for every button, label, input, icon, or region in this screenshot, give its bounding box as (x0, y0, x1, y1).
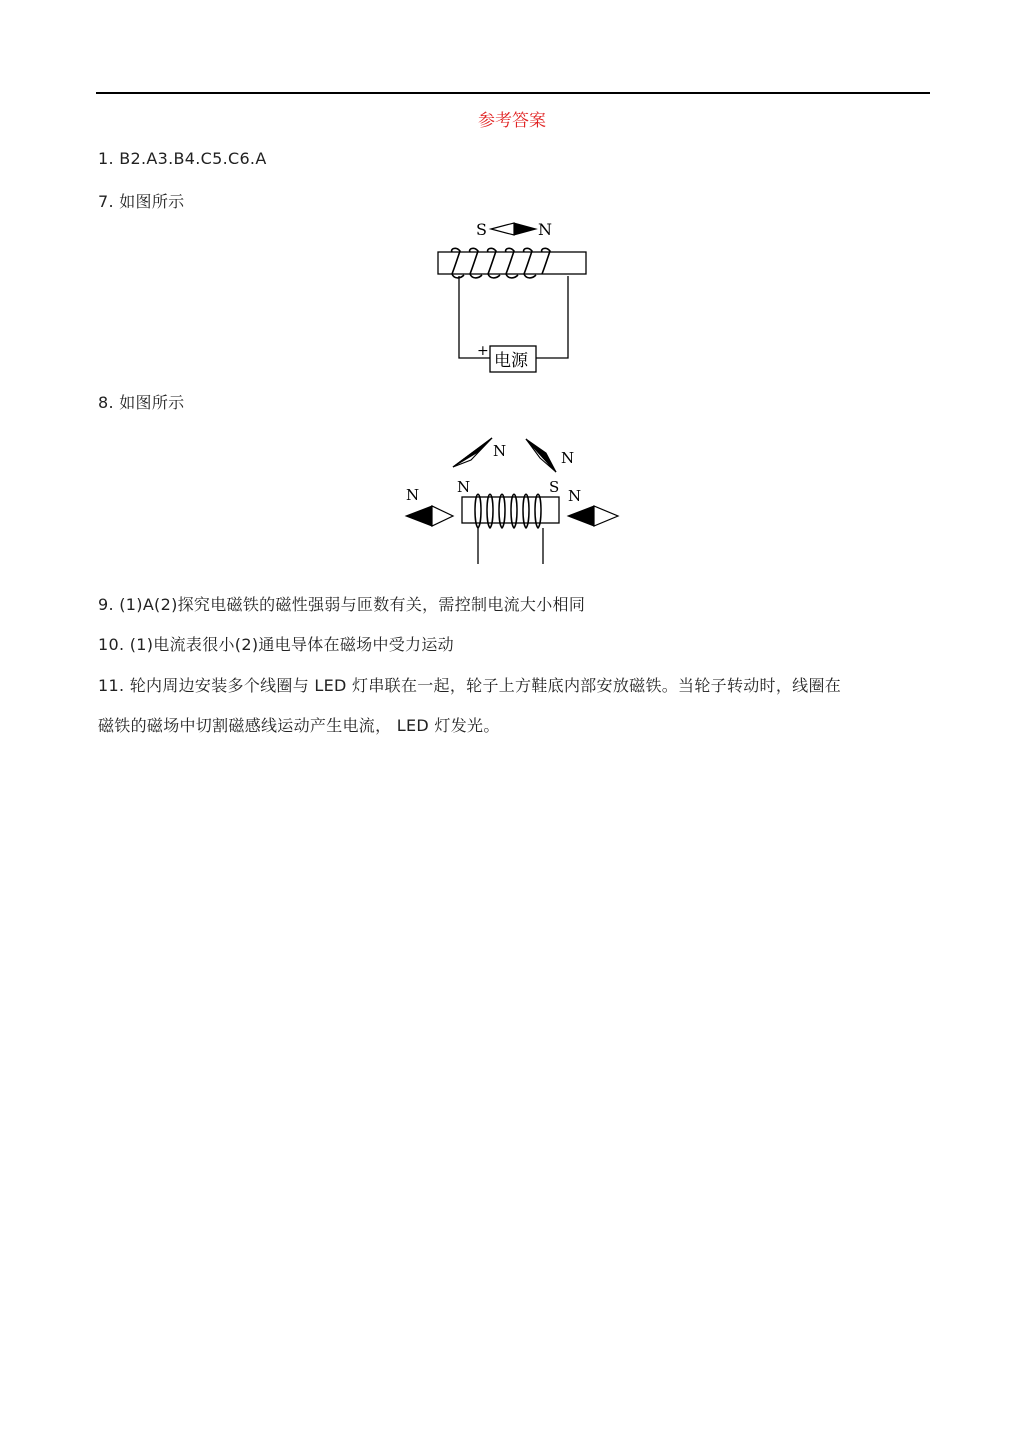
answer-8: 8. 如图所示 (98, 393, 185, 412)
compass-right-n-label: N (568, 487, 582, 505)
compass-top-left (453, 438, 492, 467)
solenoid-s-pole-label: S (549, 478, 560, 496)
compass-left-n-label: N (406, 486, 420, 504)
answer-1-6: 1. B2.A3.B4.C5.C6.A (98, 149, 267, 168)
compass-pole-n-label: N (538, 220, 552, 239)
compass-left (406, 506, 453, 526)
compass-top-left-n-label: N (493, 442, 507, 460)
figure-8-solenoid-compasses (398, 430, 628, 568)
compass-right (568, 506, 618, 526)
answer-7: 7. 如图所示 (98, 192, 185, 211)
answer-10: 10. (1)电流表很小(2)通电导体在磁场中受力运动 (98, 635, 454, 654)
compass-needle (491, 223, 536, 235)
compass-top-right-n-label: N (561, 449, 575, 467)
figure-7-electromagnet-circuit (430, 215, 600, 380)
compass-pole-s-label: S (476, 220, 487, 239)
top-rule (96, 92, 930, 94)
answer-11-line-1: 11. 轮内周边安装多个线圈与 LED 灯串联在一起，轮子上方鞋底内部安放磁铁。当轮子转动时，线圈在 (98, 676, 842, 695)
power-source-label: 电源 (494, 351, 528, 371)
solenoid-leads (478, 528, 543, 564)
compass-top-right (526, 439, 556, 472)
plus-sign: + (477, 343, 489, 359)
answer-11-line-2: 磁铁的磁场中切割磁感线运动产生电流， LED 灯发光。 (98, 716, 500, 735)
answer-9: 9. (1)A(2)探究电磁铁的磁性强弱与匝数有关，需控制电流大小相同 (98, 595, 586, 614)
page-title: 参考答案 (478, 111, 546, 131)
solenoid-n-pole-label: N (457, 478, 471, 496)
